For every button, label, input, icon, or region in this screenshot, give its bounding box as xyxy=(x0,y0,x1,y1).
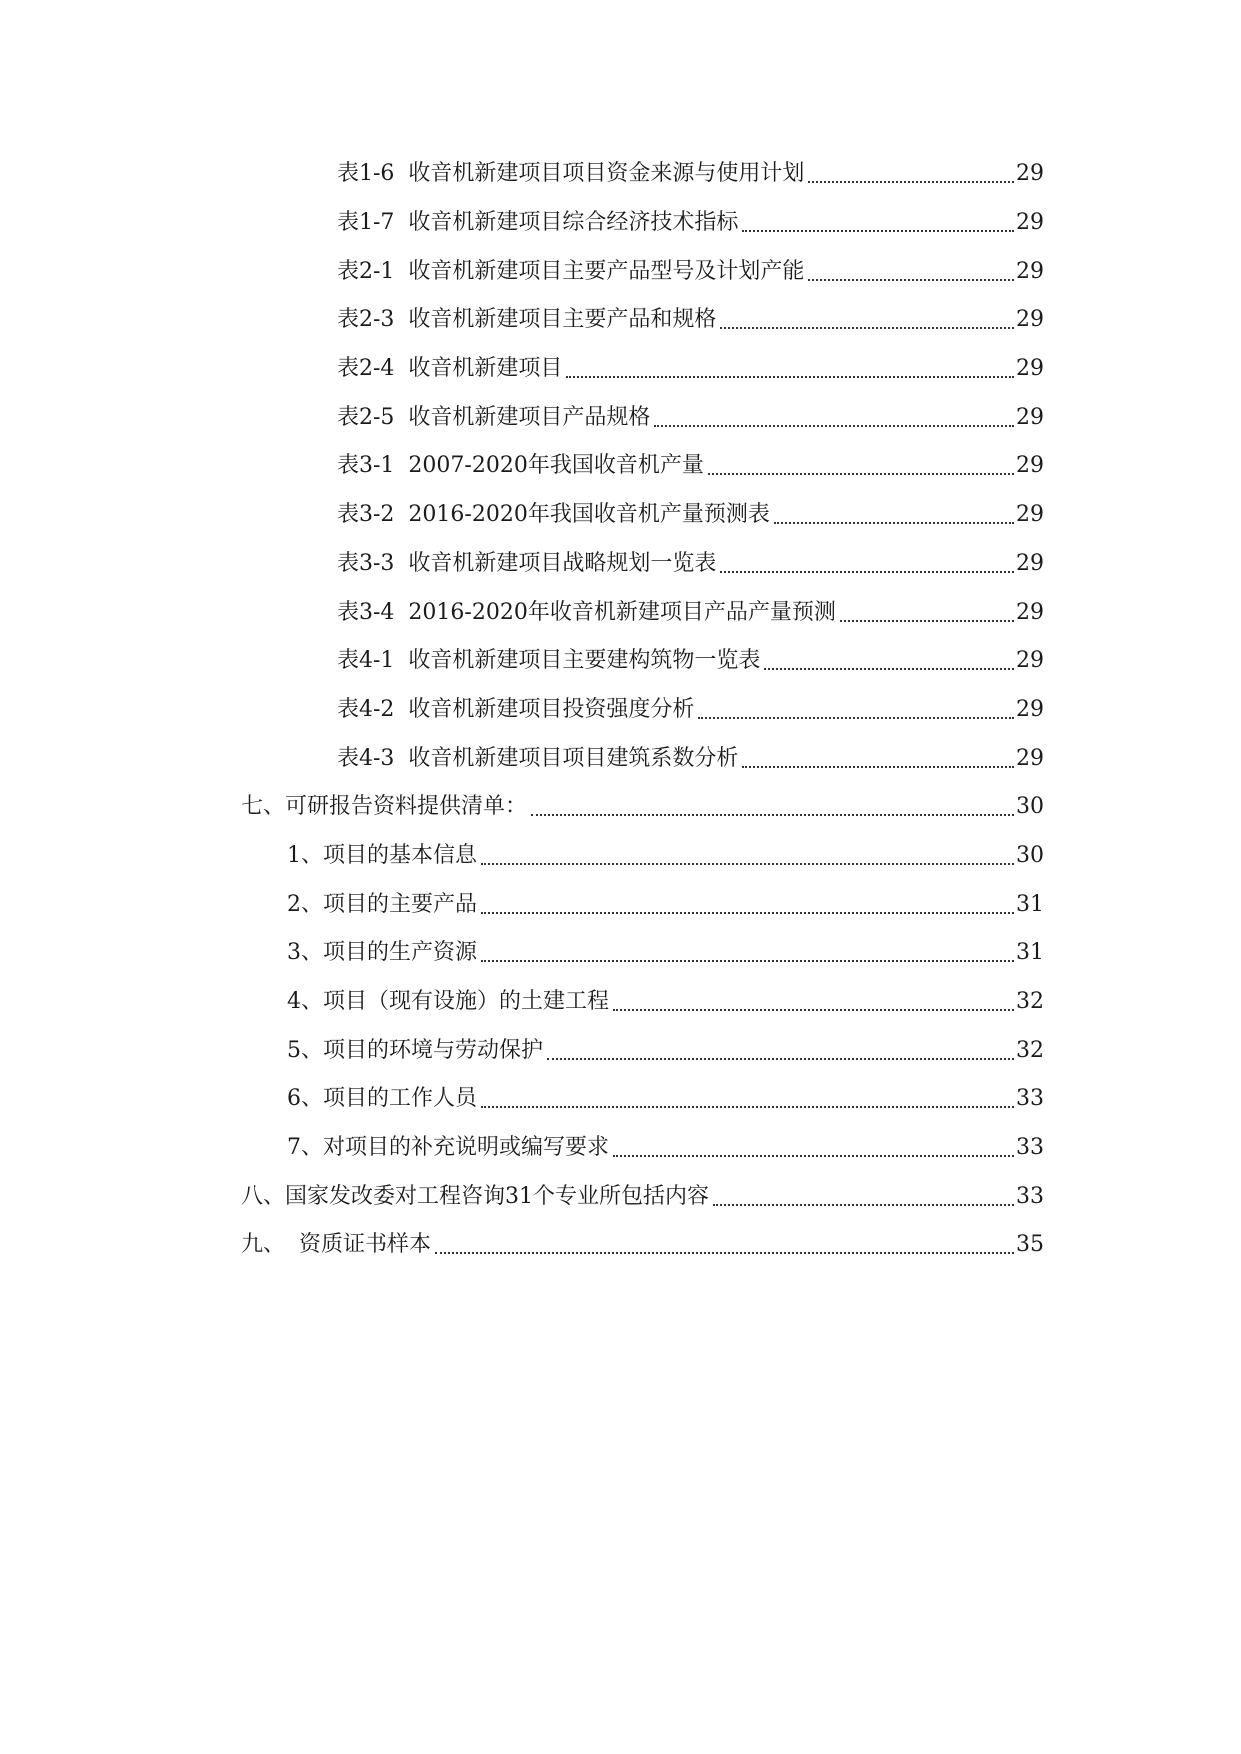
toc-entry-title: 资质证书样本 xyxy=(299,1232,432,1258)
toc-entry-title: 项目的生产资源 xyxy=(323,940,478,966)
toc-entry[interactable] xyxy=(0,637,1241,686)
toc-entry-page: 30 xyxy=(1016,794,1044,820)
toc-entry-page: 29 xyxy=(1016,648,1044,674)
toc-entry-title: 收音机新建项目投资强度分析 xyxy=(408,696,695,722)
toc-entry-number: 表3-2 xyxy=(337,502,409,528)
toc-entry-page: 29 xyxy=(1016,696,1044,722)
toc-entry[interactable] xyxy=(0,296,1241,345)
toc-entry-title: 收音机新建项目主要产品型号及计划产能 xyxy=(408,258,805,284)
dot-leader xyxy=(720,327,1014,329)
dot-leader xyxy=(613,1155,1014,1157)
toc-entry-title: 项目的基本信息 xyxy=(323,842,478,868)
toc-entry-page: 29 xyxy=(1016,356,1044,382)
dot-leader xyxy=(708,473,1014,475)
toc-entry[interactable] xyxy=(0,150,1241,199)
toc-entry[interactable] xyxy=(0,442,1241,491)
toc-section-entry[interactable] xyxy=(0,1221,1241,1270)
toc-entry-number: 1、 xyxy=(287,842,323,868)
table-of-contents xyxy=(0,150,1241,1270)
toc-entry-number: 表3-4 xyxy=(337,599,409,625)
toc-entry-title: 项目的主要产品 xyxy=(323,891,478,917)
toc-entry-number: 表3-1 xyxy=(337,453,409,479)
toc-entry-page: 29 xyxy=(1016,210,1044,236)
toc-entry[interactable] xyxy=(0,491,1241,540)
toc-entry-page: 29 xyxy=(1016,745,1044,771)
dot-leader xyxy=(808,181,1014,183)
toc-entry-title: 收音机新建项目产品规格 xyxy=(408,404,651,430)
toc-entry[interactable] xyxy=(0,880,1241,929)
toc-entry-title: 收音机新建项目项目建筑系数分析 xyxy=(408,745,739,771)
toc-entry-page: 32 xyxy=(1016,1037,1044,1063)
toc-entry-page: 29 xyxy=(1016,502,1044,528)
toc-entry-page: 35 xyxy=(1016,1232,1044,1258)
toc-entry-title: 收音机新建项目主要产品和规格 xyxy=(408,307,717,333)
toc-section-entry[interactable] xyxy=(0,1172,1241,1221)
toc-entry-title: 2007-2020年我国收音机产量 xyxy=(408,453,704,479)
toc-entry-title: 项目（现有设施）的土建工程 xyxy=(323,989,610,1015)
toc-entry-number: 七、 xyxy=(241,794,286,820)
toc-entry[interactable] xyxy=(0,929,1241,978)
toc-entry-title: 收音机新建项目项目资金来源与使用计划 xyxy=(408,161,805,187)
toc-entry-page: 31 xyxy=(1016,891,1044,917)
toc-entry-page: 32 xyxy=(1016,989,1044,1015)
toc-entry[interactable] xyxy=(0,832,1241,881)
toc-entry-page: 29 xyxy=(1016,550,1044,576)
toc-entry-title: 国家发改委对工程咨询31个专业所包括内容 xyxy=(285,1183,710,1209)
toc-entry[interactable] xyxy=(0,1075,1241,1124)
toc-entry-title: 收音机新建项目主要建构筑物一览表 xyxy=(408,648,761,674)
toc-entry-page: 29 xyxy=(1016,453,1044,479)
dot-leader xyxy=(654,425,1014,427)
toc-entry-number: 4、 xyxy=(287,989,323,1015)
dot-leader xyxy=(566,376,1014,378)
toc-entry-number: 表2-4 xyxy=(337,356,409,382)
toc-entry-page: 33 xyxy=(1016,1135,1044,1161)
toc-entry-page: 29 xyxy=(1016,404,1044,430)
toc-entry[interactable] xyxy=(0,686,1241,735)
dot-leader xyxy=(742,766,1014,768)
toc-entry[interactable] xyxy=(0,199,1241,248)
dot-leader xyxy=(713,1204,1014,1206)
toc-entry-page: 31 xyxy=(1016,940,1044,966)
toc-entry-title: 收音机新建项目战略规划一览表 xyxy=(408,550,717,576)
toc-entry-number: 5、 xyxy=(287,1037,323,1063)
toc-entry-page: 29 xyxy=(1016,258,1044,284)
toc-entry-number: 表2-1 xyxy=(337,258,409,284)
dot-leader xyxy=(531,814,1014,816)
toc-entry[interactable] xyxy=(0,540,1241,589)
toc-entry-title: 2016-2020年我国收音机产量预测表 xyxy=(408,502,770,528)
toc-entry-title: 项目的环境与劳动保护 xyxy=(323,1037,544,1063)
toc-entry-page: 33 xyxy=(1016,1086,1044,1112)
toc-entry-page: 33 xyxy=(1016,1183,1044,1209)
toc-entry-number: 表4-1 xyxy=(337,648,409,674)
toc-entry-number: 6、 xyxy=(287,1086,323,1112)
toc-entry-number: 表2-3 xyxy=(337,307,409,333)
dot-leader xyxy=(698,717,1014,719)
toc-entry-number: 九、 xyxy=(241,1232,299,1258)
toc-entry-number: 八、 xyxy=(241,1183,286,1209)
dot-leader xyxy=(435,1252,1014,1254)
toc-entry[interactable] xyxy=(0,1026,1241,1075)
dot-leader xyxy=(764,668,1014,670)
toc-entry-title: 收音机新建项目 xyxy=(408,356,563,382)
toc-entry[interactable] xyxy=(0,393,1241,442)
dot-leader xyxy=(547,1058,1014,1060)
toc-entry[interactable] xyxy=(0,734,1241,783)
toc-entry-number: 3、 xyxy=(287,940,323,966)
dot-leader xyxy=(481,863,1014,865)
toc-entry-page: 30 xyxy=(1016,842,1044,868)
dot-leader xyxy=(613,1009,1014,1011)
dot-leader xyxy=(808,279,1014,281)
dot-leader xyxy=(481,1106,1014,1108)
toc-section-entry[interactable] xyxy=(0,783,1241,832)
toc-entry-number: 2、 xyxy=(287,891,323,917)
toc-entry[interactable] xyxy=(0,588,1241,637)
toc-entry-number: 表4-3 xyxy=(337,745,409,771)
toc-entry-number: 表3-3 xyxy=(337,550,409,576)
toc-entry-title: 项目的工作人员 xyxy=(323,1086,478,1112)
dot-leader xyxy=(742,230,1014,232)
dot-leader xyxy=(481,960,1014,962)
toc-entry-title: 收音机新建项目综合经济技术指标 xyxy=(408,210,739,236)
toc-entry-title: 可研报告资料提供清单： xyxy=(285,794,528,820)
toc-entry-page: 29 xyxy=(1016,307,1044,333)
toc-entry-number: 表2-5 xyxy=(337,404,409,430)
dot-leader xyxy=(720,571,1014,573)
toc-entry-number: 表4-2 xyxy=(337,696,409,722)
toc-entry[interactable] xyxy=(0,978,1241,1027)
toc-entry-title: 2016-2020年收音机新建项目产品产量预测 xyxy=(408,599,836,625)
dot-leader xyxy=(481,912,1014,914)
dot-leader xyxy=(840,620,1014,622)
toc-entry-page: 29 xyxy=(1016,161,1044,187)
toc-entry[interactable] xyxy=(0,345,1241,394)
dot-leader xyxy=(774,522,1014,524)
toc-entry-number: 表1-7 xyxy=(337,210,409,236)
toc-entry[interactable] xyxy=(0,247,1241,296)
toc-entry-page: 29 xyxy=(1016,599,1044,625)
toc-entry-title: 对项目的补充说明或编写要求 xyxy=(323,1135,610,1161)
toc-entry[interactable] xyxy=(0,1124,1241,1173)
toc-entry-number: 7、 xyxy=(287,1135,323,1161)
toc-entry-number: 表1-6 xyxy=(337,161,409,187)
